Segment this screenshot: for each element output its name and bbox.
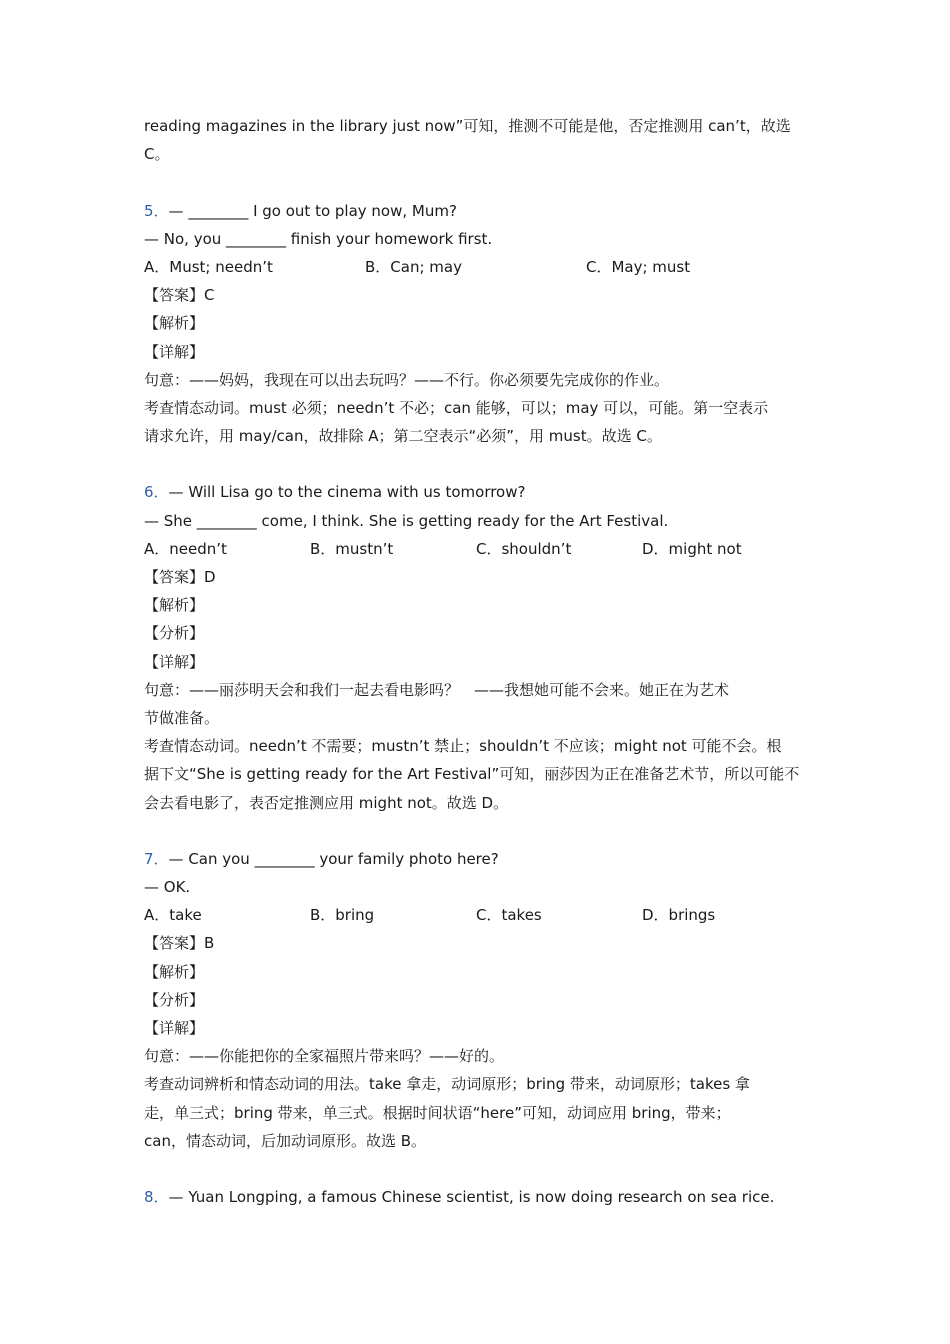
spacer bbox=[144, 1155, 814, 1183]
question-stem bbox=[144, 845, 814, 873]
option-a: A．Must; needn’t bbox=[144, 257, 273, 276]
sentence-meaning: 句意：——你能把你的全家福照片带来吗？——好的。 bbox=[144, 1047, 505, 1066]
answer-options bbox=[144, 253, 814, 281]
option-b: B．Can; may bbox=[365, 257, 462, 276]
answer-label: 【答案】B bbox=[144, 934, 215, 953]
answer-label: 【答案】C bbox=[144, 286, 215, 305]
sentence-meaning-line-2: 节做准备。 bbox=[144, 708, 220, 727]
explanation-line-1: 考查情态动词。needn’t 不需要；mustn’t 禁止；shouldn’t 不应该；might not 可能不会。根 bbox=[144, 737, 782, 756]
question-text: — Will Lisa go to the cinema with us tomorrow? bbox=[168, 483, 526, 502]
explanation-line-3: 会去看电影了，表否定推测应用 might not。故选 D。 bbox=[144, 793, 509, 812]
explanation-line-2: 据下文“She is getting ready for the Art Festival”可知，丽莎因为正在准备艺术节，所以可能不 bbox=[144, 765, 800, 784]
question-dialogue-line: — She ________ come, I think. She is getting ready for the Art Festival. bbox=[144, 511, 669, 530]
spacer bbox=[144, 817, 814, 845]
breakdown-label: 【分析】 bbox=[144, 624, 205, 643]
question-6 bbox=[144, 478, 814, 816]
question-number: 6． bbox=[144, 483, 169, 502]
question-stem bbox=[144, 197, 814, 225]
question-number: 7． bbox=[144, 849, 169, 868]
option-b: B．mustn’t bbox=[310, 539, 394, 558]
sentence-meaning: 句意：——妈妈，我现在可以出去玩吗？——不行。你必须要先完成你的作业。 bbox=[144, 370, 670, 389]
question-number: 8． bbox=[144, 1188, 169, 1207]
question-text: — Can you ________ your family photo here? bbox=[168, 849, 499, 868]
analysis-label: 【解析】 bbox=[144, 962, 205, 981]
question-text: — Yuan Longping, a famous Chinese scientist, is now doing research on sea rice. bbox=[168, 1188, 775, 1207]
option-d: D．might not bbox=[642, 539, 742, 558]
question-7 bbox=[144, 845, 814, 1155]
option-b: B．bring bbox=[310, 906, 375, 925]
analysis-label: 【解析】 bbox=[144, 314, 205, 333]
option-c: C．shouldn’t bbox=[476, 539, 572, 558]
answer-options bbox=[144, 901, 814, 929]
option-d: D．brings bbox=[642, 906, 716, 925]
analysis-label: 【解析】 bbox=[144, 596, 205, 615]
document-page bbox=[144, 112, 814, 1211]
option-a: A．needn’t bbox=[144, 539, 227, 558]
answer-options bbox=[144, 535, 814, 563]
spacer bbox=[144, 450, 814, 478]
question-dialogue-line: — No, you ________ finish your homework first. bbox=[144, 229, 493, 248]
explanation-line-3: can，情态动词，后加动词原形。故选 B。 bbox=[144, 1131, 427, 1150]
detail-label: 【详解】 bbox=[144, 652, 205, 671]
intro-line-2: C。 bbox=[144, 145, 170, 164]
question-5 bbox=[144, 197, 814, 451]
detail-label: 【详解】 bbox=[144, 342, 205, 361]
sentence-meaning-line-1: 句意：——丽莎明天会和我们一起去看电影吗？ ——我想她可能不会来。她正在为艺术 bbox=[144, 680, 730, 699]
explanation-line-2: 走，单三式；bring 带来，单三式。根据时间状语“here”可知，动词应用 bring，带来； bbox=[144, 1103, 731, 1122]
breakdown-label: 【分析】 bbox=[144, 990, 205, 1009]
option-c: C．takes bbox=[476, 906, 542, 925]
spacer bbox=[144, 168, 814, 196]
intro-line-1: reading magazines in the library just now”可知，推测不可能是他，否定推测用 can’t，故选 bbox=[144, 117, 791, 135]
answer-label: 【答案】D bbox=[144, 568, 216, 586]
question-stem bbox=[144, 1183, 814, 1211]
question-dialogue-line: — OK. bbox=[144, 878, 191, 897]
option-c: C．May; must bbox=[586, 257, 691, 276]
option-a: A．take bbox=[144, 906, 202, 925]
explanation-line-1: 考查动词辨析和情态动词的用法。take 拿走，动词原形；bring 带来，动词原形；takes 拿 bbox=[144, 1075, 750, 1094]
detail-label: 【详解】 bbox=[144, 1019, 205, 1037]
explanation-line-2: 请求允许，用 may/can，故排除 A；第二空表示“必须”，用 must。故选 C。 bbox=[144, 427, 662, 446]
question-number: 5． bbox=[144, 201, 169, 220]
question-stem bbox=[144, 478, 814, 506]
question-text: — ________ I go out to play now, Mum? bbox=[168, 201, 457, 220]
question-8 bbox=[144, 1183, 814, 1211]
explanation-line-1: 考查情态动词。must 必须；needn’t 不必；can 能够，可以；may 可以，可能。第一空表示 bbox=[144, 398, 769, 417]
